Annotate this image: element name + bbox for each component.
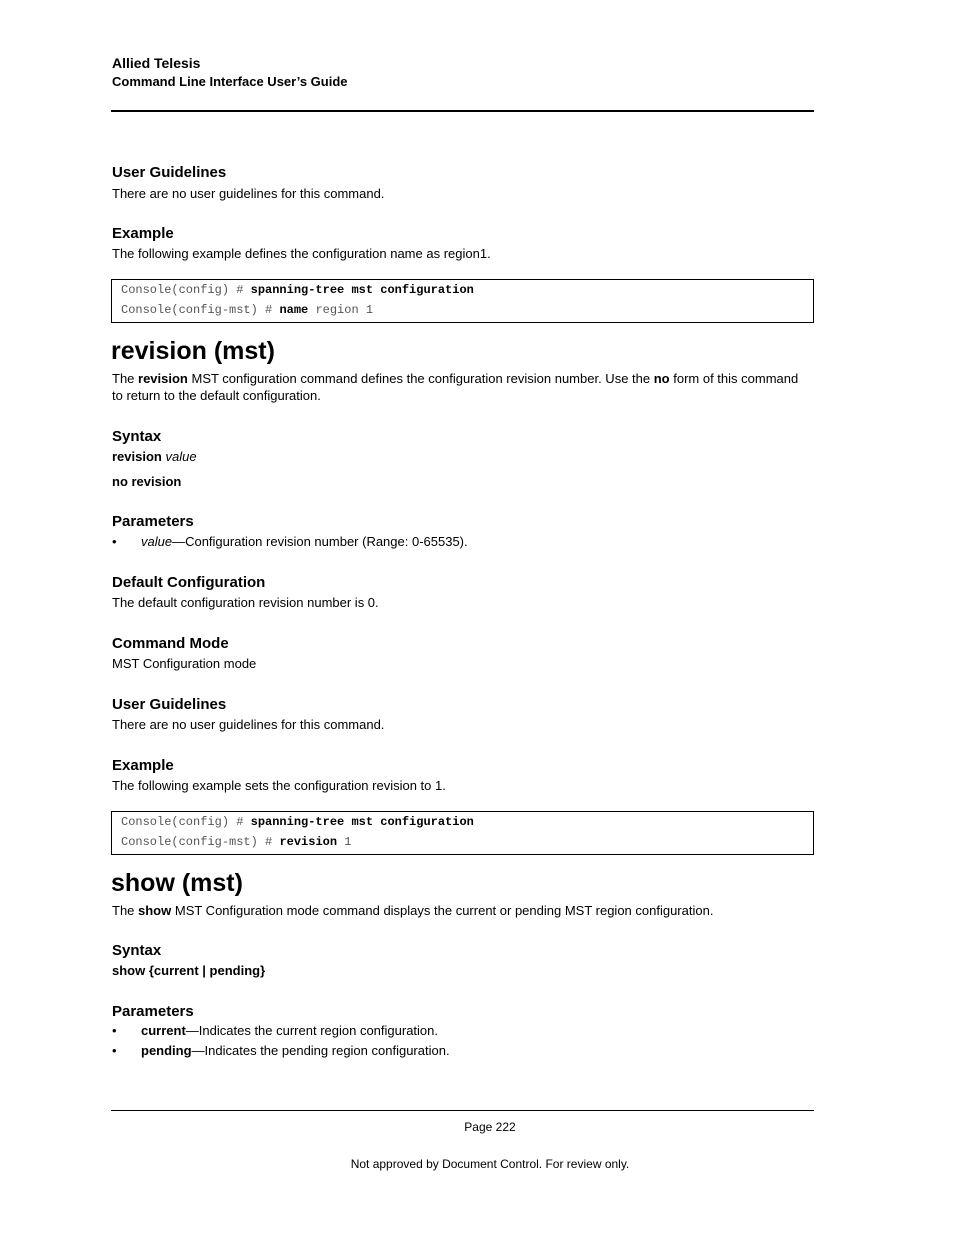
bullet-icon: • — [112, 1043, 117, 1058]
user-guidelines-text: There are no user guidelines for this command. — [112, 186, 385, 201]
example-text: The following example defines the configuration name as region1. — [112, 246, 491, 261]
code-prompt: Console(config-mst) # — [121, 835, 280, 849]
code-command: revision — [279, 835, 338, 849]
code-prompt: Console(config-mst) # — [121, 303, 280, 317]
code-line — [121, 283, 474, 297]
syntax-show: show {current | pending} — [112, 963, 266, 978]
show-intro: The show MST Configuration mode command displays the current or pending MST region configuration. — [112, 903, 714, 918]
syntax-heading: Syntax — [112, 942, 162, 959]
company-name: Allied Telesis — [112, 55, 201, 71]
default-config-heading: Default Configuration — [112, 574, 266, 591]
parameters-heading: Parameters — [112, 1003, 194, 1020]
command-mode-text: MST Configuration mode — [112, 656, 257, 671]
code-example-name — [111, 279, 814, 323]
syntax-no-revision: no revision — [112, 474, 182, 489]
parameter-value: value—Configuration revision number (Range: 0-65535). — [141, 534, 468, 549]
parameters-heading: Parameters — [112, 513, 194, 530]
syntax-heading: Syntax — [112, 428, 162, 445]
document-title: Command Line Interface User’s Guide — [112, 74, 348, 89]
page-number: Page 222 — [464, 1120, 516, 1134]
code-prompt: Console(config) # — [121, 815, 251, 829]
show-title: show (mst) — [111, 869, 243, 897]
user-guidelines-text: There are no user guidelines for this command. — [112, 717, 385, 732]
default-config-text: The default configuration revision number is 0. — [112, 595, 379, 610]
code-command: spanning-tree mst configuration — [250, 283, 474, 297]
command-mode-heading: Command Mode — [112, 635, 229, 652]
user-guidelines-heading: User Guidelines — [112, 696, 227, 713]
bullet-icon: • — [112, 1023, 117, 1038]
code-line — [121, 835, 351, 849]
example-heading: Example — [112, 757, 174, 774]
code-command: spanning-tree mst configuration — [250, 815, 474, 829]
footer-rule — [111, 1110, 814, 1111]
example-text: The following example sets the configuration revision to 1. — [112, 778, 446, 793]
code-example-revision — [111, 811, 814, 855]
code-prompt: Console(config) # — [121, 283, 251, 297]
parameter-pending: pending—Indicates the pending region configuration. — [141, 1043, 450, 1058]
code-command: name — [279, 303, 309, 317]
code-arg: region 1 — [308, 303, 374, 317]
syntax-revision: revision value — [112, 449, 197, 464]
revision-title: revision (mst) — [111, 337, 275, 365]
code-line — [121, 815, 474, 829]
user-guidelines-heading: User Guidelines — [112, 164, 227, 181]
header-rule — [111, 110, 814, 112]
parameter-current: current—Indicates the current region configuration. — [141, 1023, 438, 1038]
code-arg: 1 — [337, 835, 352, 849]
code-line — [121, 303, 373, 317]
bullet-icon: • — [112, 534, 117, 549]
example-heading: Example — [112, 225, 174, 242]
review-notice: Not approved by Document Control. For review only. — [350, 1157, 630, 1171]
revision-intro: The revision MST configuration command defines the configuration revision number. Use the no form of this command to return to the default configuration. — [112, 371, 799, 403]
